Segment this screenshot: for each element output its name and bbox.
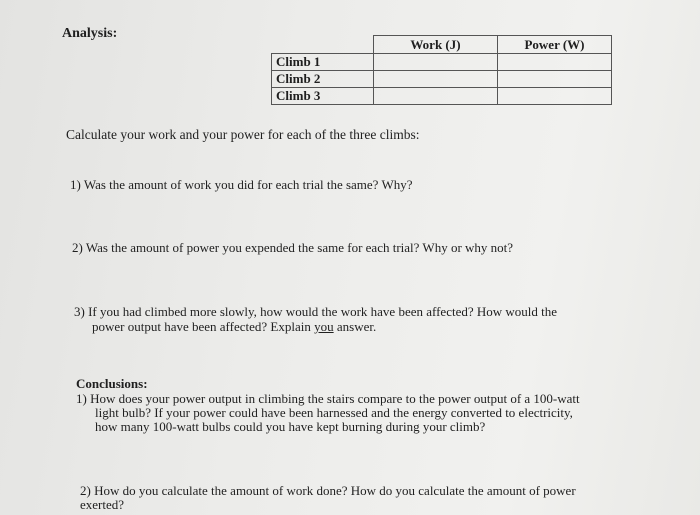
work-cell-climb-2 — [374, 71, 498, 88]
power-cell-climb-2 — [498, 71, 612, 88]
column-header-power: Power (W) — [498, 36, 612, 54]
results-table — [271, 35, 612, 105]
table-row — [272, 71, 612, 88]
work-cell-climb-1 — [374, 54, 498, 71]
question-3-text: power output have been affected? Explain — [92, 319, 315, 334]
instruction-text: Calculate your work and your power for each of the three climbs: — [66, 127, 420, 142]
question-1: 1) Was the amount of work you did for each trial the same? Why? — [70, 177, 413, 192]
table-row — [272, 88, 612, 105]
power-cell-climb-3 — [498, 88, 612, 105]
row-label-climb-3: Climb 3 — [272, 88, 374, 105]
question-3-underlined-word: you — [314, 319, 334, 334]
question-3-line-1: 3) If you had climbed more slowly, how would the work have been affected? How would the — [74, 304, 558, 319]
question-3-line-2 — [92, 320, 376, 334]
column-header-work: Work (J) — [374, 36, 498, 54]
conclusion-1-line-2: light bulb? If your power could have been harnessed and the energy converted to electricity, — [95, 405, 573, 420]
work-cell-climb-3 — [374, 88, 498, 105]
table-corner-cell — [272, 36, 374, 54]
row-label-climb-2: Climb 2 — [272, 71, 374, 88]
analysis-heading: Analysis: — [62, 26, 118, 41]
conclusion-2-line-1: 2) How do you calculate the amount of work done? How do you calculate the amount of power — [80, 483, 576, 498]
conclusion-1-line-3: how many 100-watt bulbs could you have kept burning during your climb? — [95, 419, 486, 434]
conclusion-1-line-1: 1) How does your power output in climbing the stairs compare to the power output of a 100-watt — [76, 391, 580, 406]
table-row — [272, 54, 612, 71]
power-cell-climb-1 — [498, 54, 612, 71]
row-label-climb-1: Climb 1 — [272, 54, 374, 71]
table-header-row — [272, 36, 612, 54]
conclusions-heading: Conclusions: — [76, 376, 148, 391]
conclusion-2-line-2: exerted? — [80, 497, 125, 512]
question-2: 2) Was the amount of power you expended the same for each trial? Why or why not? — [72, 240, 514, 255]
question-3-text-end: answer. — [333, 319, 377, 334]
